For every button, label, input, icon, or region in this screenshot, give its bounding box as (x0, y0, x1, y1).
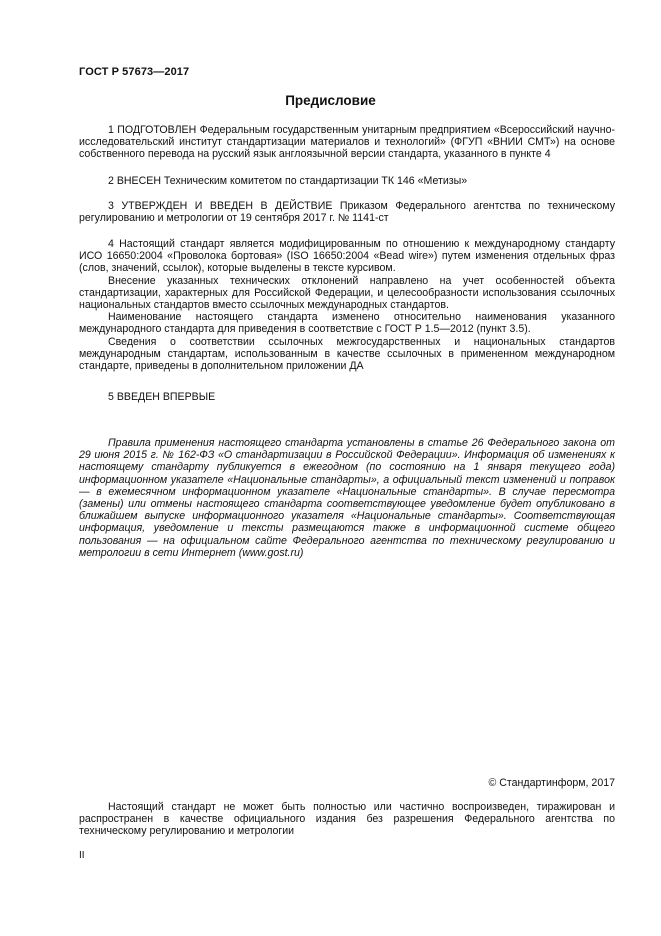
notice-text: Правила применения настоящего стандарта установлены в статье 26 Федерального закона от 29 июня 2015 г. № 162-ФЗ «О стандартизации в Российской Федерации». Информация об изменениях к настоящему стандарту публикуется в ежегодном (по состоянию на 1 января текущего года) информационном указателе «Национальные стандарты», а официальный текст изменений и поправок — в ежемесячном информационном указателе «Национальные стандарты». В случае пересмотра (замены) или отмены настоящего стандарта соответствующее уведомление будет опубликовано в ближайшем выпуске информационного указателя «Национальные стандарты». Соответствующая информация, уведомление и тексты размещаются также в информационной системе общего пользования — на официальном сайте Федерального агентства по техническому регулированию и метрологии в сети Интернет (www.gost.ru) (79, 437, 615, 559)
preface-item-5 (79, 391, 615, 403)
paragraph-text: 5 ВВЕДЕН ВПЕРВЫЕ (108, 391, 216, 403)
page-title: Предисловие (285, 93, 376, 108)
preface-item-1 (79, 124, 615, 161)
paragraph-text: 1 ПОДГОТОВЛЕН Федеральным государственным унитарным предприятием «Всероссийский научно-исследовательский институт стандартизации материалов и технологий» (ФГУП «ВНИИ СМТ») на основе собственного перевода на русский язык англоязычной версии стандарта, указанного в пункте 4 (79, 124, 615, 161)
paragraph-text: 4 Настоящий стандарт является модифицированным по отношению к международному стандарту ИСО 16650:2004 «Проволока бортовая» (ISO 16650:2004 «Bead wire») путем изменения отдельных фраз (слов, значений, ссылок), которые выделены в тексте курсивом. (79, 238, 615, 275)
page-number: II (79, 850, 85, 861)
application-rules-notice (79, 437, 615, 559)
preface-item-3 (79, 200, 615, 224)
paragraph-text: 2 ВНЕСЕН Техническим комитетом по стандартизации ТК 146 «Метизы» (108, 175, 468, 187)
rights-text: Настоящий стандарт не может быть полностью или частично воспроизведен, тиражирован и распространен в качестве официального издания без разрешения Федерального агентства по техническому регулированию и метрологии (79, 801, 615, 838)
document-code: ГОСТ Р 57673—2017 (79, 66, 190, 78)
paragraph-text: Внесение указанных технических отклонений направлено на учет особенностей объекта стандартизации, характерных для Российской Федерации, и целесообразности использования ссылочных национальных стандартов вместо ссылочных международных стандартов. (79, 274, 615, 312)
paragraph-text: Сведения о соответствии ссылочных межгосударственных и национальных стандартов международным стандартам, использованным в качестве ссылочных в примененном международном стандарте, приведены в дополнительном приложении ДА (79, 335, 615, 373)
preface-item-4 (79, 238, 615, 372)
reproduction-notice (79, 801, 615, 838)
copyright-line: © Стандартинформ, 2017 (488, 777, 615, 789)
preface-item-2 (79, 175, 615, 187)
paragraph-text: Наименование настоящего стандарта изменено относительно наименования указанного международного стандарта для приведения в соответствие с ГОСТ Р 1.5—2012 (пункт 3.5). (79, 311, 615, 336)
paragraph-text: 3 УТВЕРЖДЕН И ВВЕДЕН В ДЕЙСТВИЕ Приказом Федерального агентства по техническому регулированию и метрологии от 19 сентября 2017 г. № 1141-ст (79, 200, 615, 225)
